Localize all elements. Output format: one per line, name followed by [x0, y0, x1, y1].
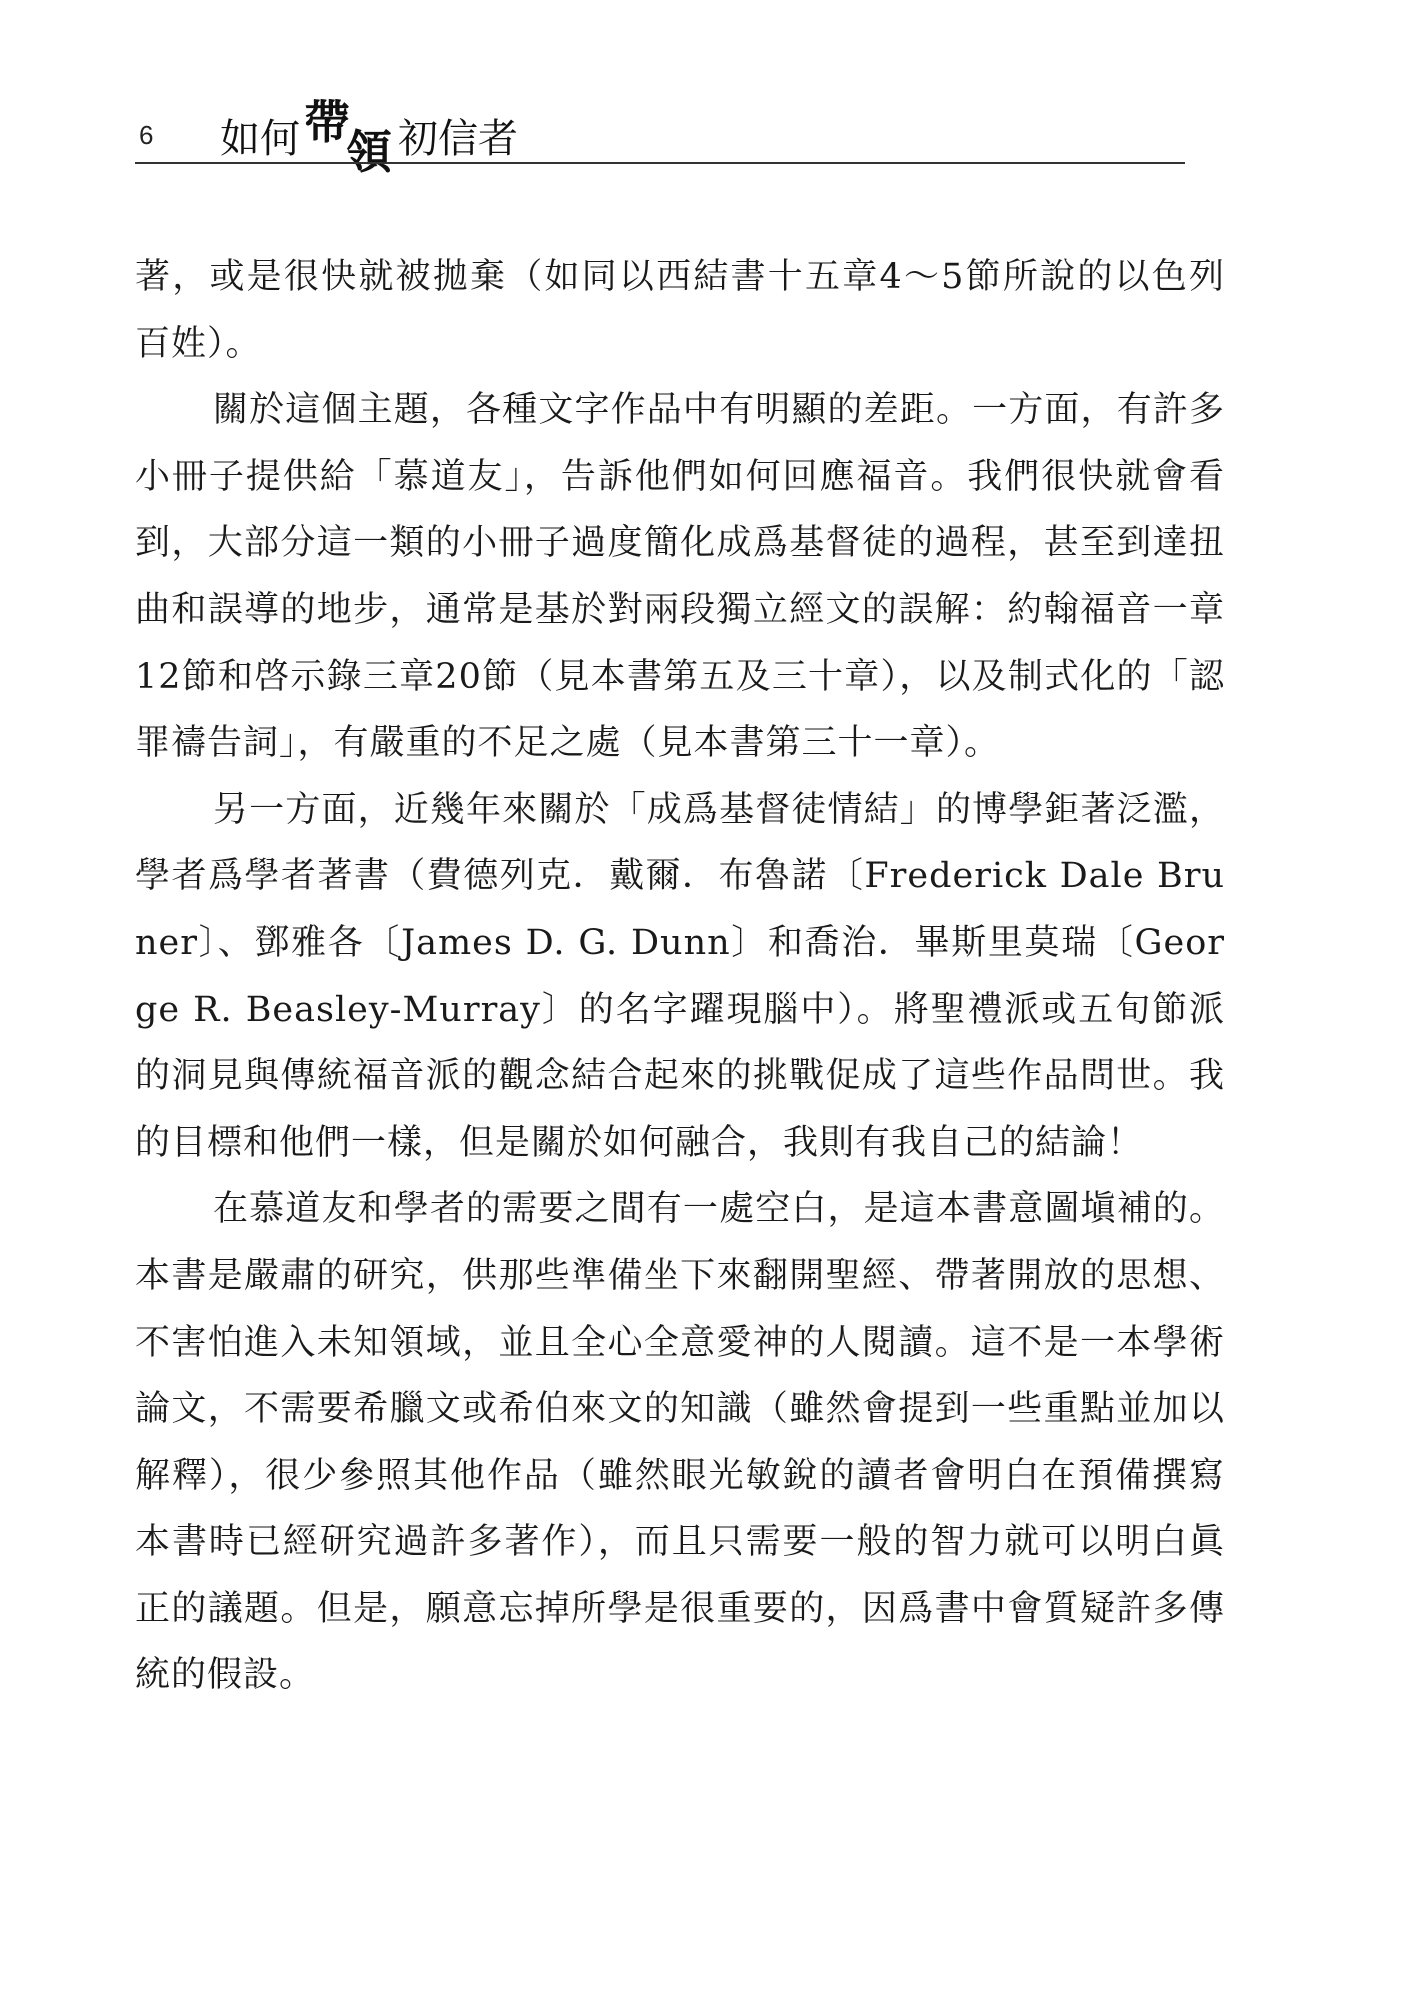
page-number: 6 — [139, 120, 154, 150]
book-title-part-3: 領 — [346, 125, 392, 179]
book-title-part-1: 如何 — [220, 116, 300, 162]
paragraph: 另一方面，近幾年來關於「成爲基督徒情結」的博學鉅著泛濫，學者爲學者著書（費德列克．戴爾．布魯諾〔Frederick Dale Bruner〕、鄧雅各〔James D. G. Dunn〕和喬治．畢斯里莫瑞〔George R. Beasley-Murray〕的名字躍現腦中）。將聖禮派或五旬節派的洞見與傳統福音派的觀念結合起來的挑戰促成了這些作品問世。我的目標和他們一樣，但是關於如何融合，我則有我自己的結論！ — [135, 789, 1225, 1163]
book-title — [220, 95, 518, 179]
running-header — [135, 95, 1185, 179]
book-title-part-2: 帶 — [304, 95, 350, 149]
header-rule — [135, 162, 1185, 164]
paragraph: 關於這個主題，各種文字作品中有明顯的差距。一方面，有許多小冊子提供給「慕道友」，告訴他們如何回應福音。我們很快就會看到，大部分這一類的小冊子過度簡化成爲基督徒的過程，甚至到達扭曲和誤導的地步，通常是基於對兩段獨立經文的誤解：約翰福音一章12節和啓示錄三章20節（見本書第五及三十章），以及制式化的「認罪禱告詞」，有嚴重的不足之處（見本書第三十一章）。 — [135, 390, 1225, 764]
book-title-part-4: 初信者 — [398, 116, 518, 162]
paragraph-continued: 著，或是很快就被拋棄（如同以西結書十五章4～5節所說的以色列百姓）。 — [135, 257, 1225, 364]
paragraph: 在慕道友和學者的需要之間有一處空白，是這本書意圖塡補的。本書是嚴肅的研究，供那些準備坐下來翻開聖經、帶著開放的思想、不害怕進入未知領域，並且全心全意愛神的人閱讀。這不是一本學術論文，不需要希臘文或希伯來文的知識（雖然會提到一些重點並加以解釋），很少參照其他作品（雖然眼光敏銳的讀者會明白在預備撰寫本書時已經研究過許多著作），而且只需要一般的智力就可以明白眞正的議題。但是，願意忘掉所學是很重要的，因爲書中會質疑許多傳統的假設。 — [135, 1189, 1225, 1696]
page-body — [135, 244, 1225, 1709]
